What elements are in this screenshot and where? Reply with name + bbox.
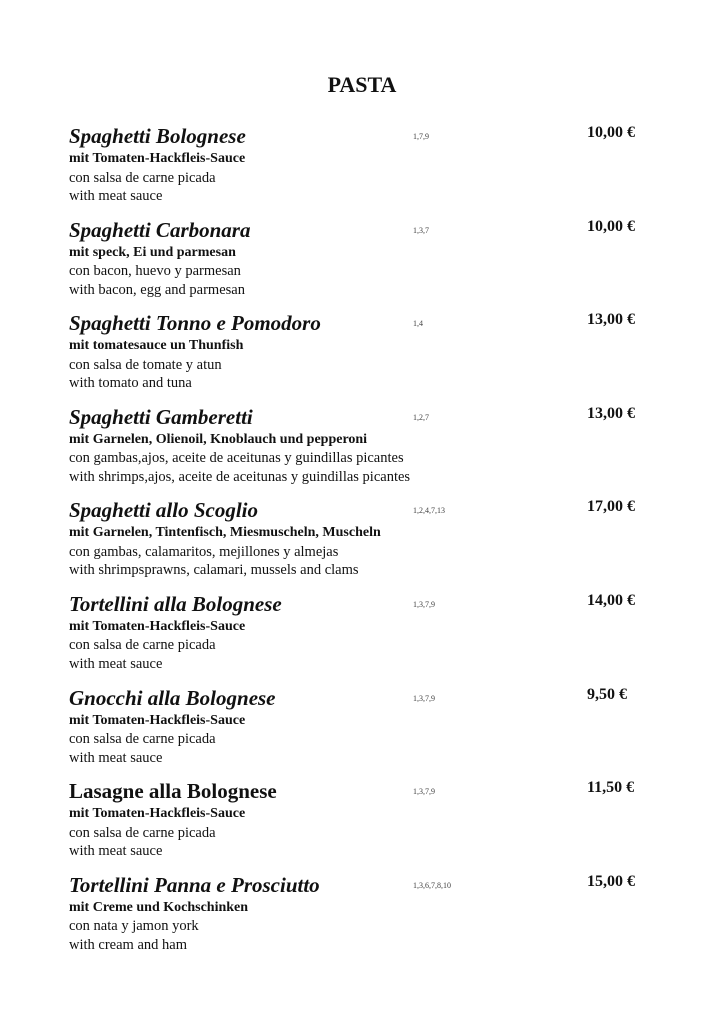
menu-item xyxy=(69,684,669,778)
dish-price: 10,00 € xyxy=(587,124,635,141)
description-german: mit Creme und Kochschinken xyxy=(69,899,249,915)
menu-item xyxy=(69,871,669,965)
description-spanish: con salsa de carne picada xyxy=(69,824,216,841)
dish-name: Lasagne alla Bolognese xyxy=(69,779,277,804)
dish-name: Spaghetti Carbonara xyxy=(69,217,251,242)
dish-price: 13,00 € xyxy=(587,311,635,329)
dish-price: 11,50 € xyxy=(587,779,635,797)
dish-price: 15,00 € xyxy=(587,872,635,890)
menu-item xyxy=(69,122,669,216)
description-spanish: con gambas,ajos, aceite de aceitunas y guindillas picantes xyxy=(69,450,404,467)
description-german: mit speck, Ei und parmesan xyxy=(69,244,236,260)
description-spanish: con gambas, calamaritos, mejillones y almejas xyxy=(69,543,339,560)
allergen-codes: 1,3,7 xyxy=(413,225,429,235)
dish-price: 14,00 € xyxy=(587,591,635,609)
description-english: with meat sauce xyxy=(69,655,163,672)
dish-name: Spaghetti allo Scoglio xyxy=(69,498,259,523)
description-spanish: con salsa de carne picada xyxy=(69,731,216,748)
menu-list xyxy=(69,122,669,964)
dish-name: Tortellini alla Bolognese xyxy=(69,591,282,616)
dish-name: Spaghetti Bolognese xyxy=(69,124,246,148)
dish-name: Spaghetti Tonno e Pomodoro xyxy=(69,311,321,336)
description-german: mit Tomaten-Hackfleis-Sauce xyxy=(69,618,246,634)
dish-name: Tortellini Panna e Prosciutto xyxy=(69,872,320,897)
description-german: mit Garnelen, Olienoil, Knoblauch und pepperoni xyxy=(69,431,368,447)
dish-name: Gnocchi alla Bolognese xyxy=(69,685,276,710)
dish-price: 9,50 € xyxy=(587,685,627,703)
description-english: with meat sauce xyxy=(69,188,163,204)
description-german: mit tomatesauce un Thunfish xyxy=(69,338,244,354)
description-spanish: con salsa de carne picada xyxy=(69,169,216,186)
description-spanish: con salsa de tomate y atun xyxy=(69,356,222,373)
menu-item xyxy=(69,403,669,497)
allergen-codes: 1,7,9 xyxy=(413,132,429,141)
description-english: with meat sauce xyxy=(69,843,163,860)
dish-price: 13,00 € xyxy=(587,404,635,422)
description-english: with cream and ham xyxy=(69,936,187,953)
description-english: with tomato and tuna xyxy=(69,375,192,392)
menu-item xyxy=(69,496,669,590)
allergen-codes: 1,2,4,7,13 xyxy=(413,506,445,516)
allergen-codes: 1,2,7 xyxy=(413,412,429,422)
description-english: with meat sauce xyxy=(69,749,163,766)
description-english: with shrimps,ajos, aceite de aceitunas y guindillas picantes xyxy=(69,468,411,485)
allergen-codes: 1,3,6,7,8,10 xyxy=(413,880,451,890)
allergen-codes: 1,4 xyxy=(413,319,423,329)
allergen-codes: 1,3,7,9 xyxy=(413,787,435,797)
description-english: with shrimpsprawns, calamari, mussels and clams xyxy=(69,562,359,579)
description-german: mit Tomaten-Hackfleis-Sauce xyxy=(69,712,246,728)
menu-item xyxy=(69,590,669,684)
menu-item xyxy=(69,216,669,310)
description-english: with bacon, egg and parmesan xyxy=(69,281,245,298)
page-title: PASTA xyxy=(327,72,397,97)
description-german: mit Tomaten-Hackfleis-Sauce xyxy=(69,806,246,822)
description-spanish: con bacon, huevo y parmesan xyxy=(69,263,241,280)
dish-price: 10,00 € xyxy=(587,217,635,235)
description-german: mit Garnelen, Tintenfisch, Miesmuscheln, Muscheln xyxy=(69,525,381,541)
allergen-codes: 1,3,7,9 xyxy=(413,599,435,609)
menu-item xyxy=(69,777,669,871)
description-german: mit Tomaten-Hackfleis-Sauce xyxy=(69,151,246,166)
dish-price: 17,00 € xyxy=(587,498,635,516)
description-spanish: con salsa de carne picada xyxy=(69,637,216,654)
menu-item xyxy=(69,309,669,403)
dish-name: Spaghetti Gamberetti xyxy=(69,404,253,429)
description-spanish: con nata y jamon york xyxy=(69,918,199,935)
allergen-codes: 1,3,7,9 xyxy=(413,693,435,703)
